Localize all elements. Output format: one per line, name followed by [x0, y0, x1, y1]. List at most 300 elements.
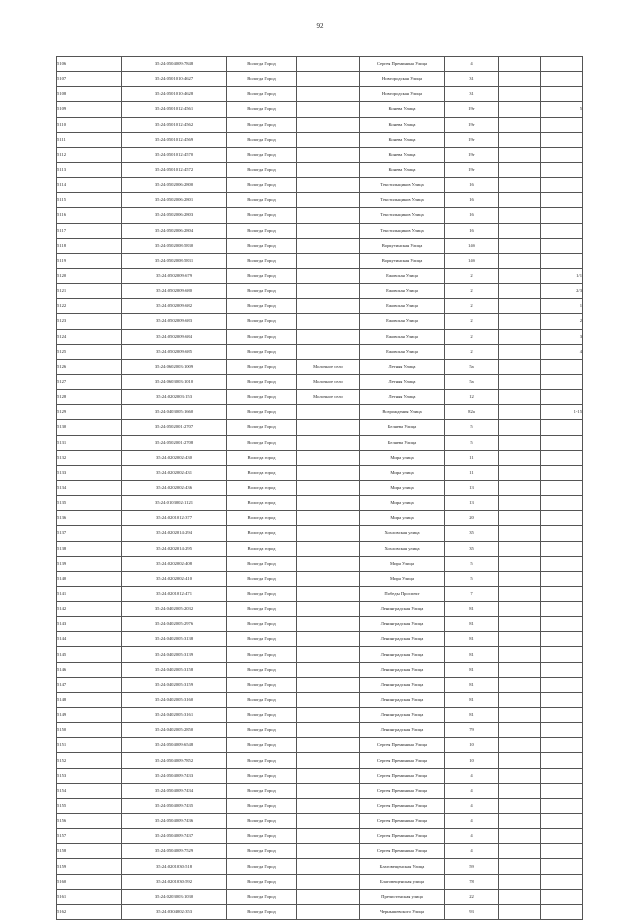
street-cell: Ежовская Улица [360, 329, 445, 344]
house-number-cell: 81 [445, 677, 499, 692]
house-number-cell: 93 [445, 904, 499, 919]
locality-cell [297, 147, 360, 162]
extra-2-cell [541, 753, 583, 768]
house-number-cell: 81 [445, 617, 499, 632]
extra-2-cell [541, 617, 583, 632]
extra-1-cell [499, 238, 541, 253]
row-number-cell: 5126 [57, 359, 122, 374]
extra-1-cell [499, 57, 541, 72]
city-cell: Вологда Город [227, 753, 297, 768]
row-number-cell: 5150 [57, 723, 122, 738]
city-cell: Вологда Город [227, 586, 297, 601]
street-cell: Ленинградская Улица [360, 677, 445, 692]
table-row [57, 617, 583, 632]
row-number-cell: 5147 [57, 677, 122, 692]
house-number-cell: 4 [445, 829, 499, 844]
table-row [57, 284, 583, 299]
row-number-cell: 5124 [57, 329, 122, 344]
row-number-cell: 5135 [57, 496, 122, 511]
table-row [57, 814, 583, 829]
row-number-cell: 5143 [57, 617, 122, 632]
cadastral-number-cell: 35:24:0402005:3138 [122, 632, 227, 647]
extra-2-cell [541, 723, 583, 738]
city-cell: Вологда город [227, 511, 297, 526]
extra-2-cell: 1/1 [541, 268, 583, 283]
house-number-cell: 78 [445, 874, 499, 889]
house-number-cell: 14б [445, 238, 499, 253]
extra-1-cell [499, 162, 541, 177]
row-number-cell: 5111 [57, 132, 122, 147]
street-cell: Ежовская Улица [360, 344, 445, 359]
city-cell: Вологда Город [227, 57, 297, 72]
row-number-cell: 5151 [57, 738, 122, 753]
row-number-cell: 5112 [57, 147, 122, 162]
extra-2-cell [541, 556, 583, 571]
cadastral-number-cell: 35:24:0504009:7433 [122, 768, 227, 783]
extra-1-cell [499, 677, 541, 692]
locality-cell [297, 556, 360, 571]
row-number-cell: 5129 [57, 405, 122, 420]
cadastral-number-cell: 35:24:0402005:2850 [122, 723, 227, 738]
street-cell: Пречистенская улица [360, 889, 445, 904]
cadastral-number-cell: 35:24:0504009:7852 [122, 753, 227, 768]
city-cell: Вологда Город [227, 602, 297, 617]
cadastral-number-cell: 35:24:0201030:518 [122, 859, 227, 874]
street-cell: Сергея Преминина Улица [360, 738, 445, 753]
extra-2-cell [541, 541, 583, 556]
extra-1-cell [499, 844, 541, 859]
locality-cell [297, 844, 360, 859]
cadastral-number-cell: 35:24:0502001:2707 [122, 420, 227, 435]
street-cell: Беляева Улица [360, 435, 445, 450]
locality-cell [297, 329, 360, 344]
locality-cell [297, 496, 360, 511]
cadastral-number-cell: 35:24:0502009:682 [122, 299, 227, 314]
city-cell: Вологда Город [227, 723, 297, 738]
table-row [57, 753, 583, 768]
extra-2-cell [541, 480, 583, 495]
city-cell: Вологда Город [227, 874, 297, 889]
table-row [57, 829, 583, 844]
extra-2-cell: 4 [541, 344, 583, 359]
cadastral-number-cell: 35:24:0502009:680 [122, 284, 227, 299]
street-cell: Ленинградская Улица [360, 662, 445, 677]
locality-cell [297, 738, 360, 753]
table-row [57, 208, 583, 223]
city-cell: Вологда Город [227, 435, 297, 450]
cadastral-number-cell: 35:24:0502009:684 [122, 329, 227, 344]
cadastral-number-cell: 35:24:0202014:295 [122, 541, 227, 556]
extra-1-cell [499, 496, 541, 511]
row-number-cell: 5120 [57, 268, 122, 283]
table-row [57, 223, 583, 238]
extra-2-cell [541, 662, 583, 677]
house-number-cell: 4 [445, 844, 499, 859]
table-row [57, 496, 583, 511]
city-cell: Вологда город [227, 526, 297, 541]
city-cell: Вологда Город [227, 692, 297, 707]
cadastral-number-cell: 35:24:0502008:5831 [122, 253, 227, 268]
street-cell: Хохловская улица [360, 541, 445, 556]
house-number-cell: 5 [445, 420, 499, 435]
cadastral-number-cell: 35:24:0502006:2803 [122, 208, 227, 223]
cadastral-number-cell: 35:24:0502006:2804 [122, 223, 227, 238]
table-row [57, 480, 583, 495]
row-number-cell: 5156 [57, 814, 122, 829]
extra-2-cell [541, 208, 583, 223]
row-number-cell: 5153 [57, 768, 122, 783]
extra-1-cell [499, 299, 541, 314]
row-number-cell: 5148 [57, 692, 122, 707]
cadastral-number-cell: 35:24:0402005:3159 [122, 677, 227, 692]
table-row [57, 571, 583, 586]
locality-cell [297, 889, 360, 904]
locality-cell [297, 72, 360, 87]
cadastral-number-cell: 35:24:0202002:431 [122, 465, 227, 480]
locality-cell [297, 238, 360, 253]
street-cell: Конева Улица [360, 117, 445, 132]
extra-2-cell [541, 147, 583, 162]
cadastral-number-cell: 35:24:0202003:153 [122, 390, 227, 405]
table-row [57, 193, 583, 208]
street-cell: Ежовская Улица [360, 268, 445, 283]
cadastral-number-cell: 35:24:0501012:4570 [122, 147, 227, 162]
table-row [57, 359, 583, 374]
locality-cell [297, 874, 360, 889]
row-number-cell: 5155 [57, 798, 122, 813]
row-number-cell: 5122 [57, 299, 122, 314]
city-cell: Вологда Город [227, 390, 297, 405]
street-cell: Сергея Преминина Улица [360, 783, 445, 798]
cadastral-number-cell: 35:24:0502006:2801 [122, 193, 227, 208]
locality-cell [297, 632, 360, 647]
table-row [57, 299, 583, 314]
extra-1-cell [499, 556, 541, 571]
table-row [57, 178, 583, 193]
house-number-cell: 19г [445, 162, 499, 177]
street-cell: Мира улица [360, 480, 445, 495]
house-number-cell: 2 [445, 284, 499, 299]
extra-1-cell [499, 132, 541, 147]
extra-1-cell [499, 390, 541, 405]
table-row [57, 57, 583, 72]
house-number-cell: 2 [445, 344, 499, 359]
cadastral-number-cell: 35:24:0501010:4627 [122, 72, 227, 87]
house-number-cell: 14б [445, 253, 499, 268]
city-cell: Вологда Город [227, 844, 297, 859]
street-cell: Ленинградская Улица [360, 617, 445, 632]
street-cell: Беляева Улица [360, 420, 445, 435]
table-row [57, 87, 583, 102]
locality-cell: Молочное село [297, 374, 360, 389]
extra-1-cell [499, 253, 541, 268]
cadastral-number-cell: 35:24:0202002:436 [122, 480, 227, 495]
table-row [57, 162, 583, 177]
extra-2-cell [541, 420, 583, 435]
cadastral-number-cell: 35:24:0304002:353 [122, 904, 227, 919]
locality-cell [297, 798, 360, 813]
table-row [57, 586, 583, 601]
city-cell: Вологда Город [227, 344, 297, 359]
row-number-cell: 5154 [57, 783, 122, 798]
registry-rows [57, 57, 583, 920]
table-row [57, 798, 583, 813]
city-cell: Вологда Город [227, 162, 297, 177]
extra-1-cell [499, 889, 541, 904]
row-number-cell: 5114 [57, 178, 122, 193]
cadastral-number-cell: 35:24:0403005:1660 [122, 405, 227, 420]
row-number-cell: 5140 [57, 571, 122, 586]
city-cell: Вологда Город [227, 284, 297, 299]
extra-1-cell [499, 465, 541, 480]
table-row [57, 768, 583, 783]
extra-1-cell [499, 783, 541, 798]
locality-cell [297, 814, 360, 829]
locality-cell [297, 102, 360, 117]
house-number-cell: 13 [445, 480, 499, 495]
city-cell: Вологда Город [227, 223, 297, 238]
locality-cell [297, 284, 360, 299]
street-cell: Ленинградская Улица [360, 602, 445, 617]
house-number-cell: 35 [445, 541, 499, 556]
extra-1-cell [499, 904, 541, 919]
locality-cell [297, 526, 360, 541]
locality-cell [297, 511, 360, 526]
extra-2-cell: 1-15 [541, 405, 583, 420]
page-number: 92 [316, 22, 324, 30]
extra-1-cell [499, 586, 541, 601]
extra-2-cell [541, 359, 583, 374]
locality-cell [297, 253, 360, 268]
extra-2-cell [541, 647, 583, 662]
city-cell: Вологда Город [227, 829, 297, 844]
table-row [57, 526, 583, 541]
table-row [57, 72, 583, 87]
locality-cell [297, 904, 360, 919]
locality-cell [297, 723, 360, 738]
extra-2-cell [541, 738, 583, 753]
extra-1-cell [499, 87, 541, 102]
city-cell: Вологда город [227, 465, 297, 480]
extra-1-cell [499, 72, 541, 87]
extra-1-cell [499, 268, 541, 283]
house-number-cell: 81 [445, 647, 499, 662]
extra-2-cell [541, 465, 583, 480]
house-number-cell: 5а [445, 359, 499, 374]
locality-cell [297, 480, 360, 495]
extra-2-cell [541, 768, 583, 783]
street-cell: Благовещенская Улица [360, 859, 445, 874]
table-row [57, 647, 583, 662]
street-cell: Мира улица [360, 511, 445, 526]
extra-2-cell: 2/3 [541, 284, 583, 299]
locality-cell [297, 223, 360, 238]
row-number-cell: 5145 [57, 647, 122, 662]
cadastral-number-cell: 35:24:0203003:1030 [122, 889, 227, 904]
street-cell: Мира улица [360, 465, 445, 480]
extra-1-cell [499, 117, 541, 132]
cadastral-number-cell: 35:24:0201012:377 [122, 511, 227, 526]
street-cell: Мира Улица [360, 556, 445, 571]
city-cell: Вологда Город [227, 814, 297, 829]
row-number-cell: 5139 [57, 556, 122, 571]
table-row [57, 390, 583, 405]
row-number-cell: 5116 [57, 208, 122, 223]
extra-1-cell [499, 768, 541, 783]
city-cell: Вологда Город [227, 87, 297, 102]
street-cell: Летняя Улица [360, 390, 445, 405]
street-cell: Ленинградская Улица [360, 723, 445, 738]
house-number-cell: 4 [445, 57, 499, 72]
extra-2-cell [541, 814, 583, 829]
cadastral-number-cell: 35:24:0402005:3158 [122, 662, 227, 677]
locality-cell [297, 299, 360, 314]
table-row [57, 465, 583, 480]
house-number-cell: 19г [445, 147, 499, 162]
city-cell: Вологда Город [227, 268, 297, 283]
house-number-cell: 5 [445, 571, 499, 586]
house-number-cell: 10 [445, 738, 499, 753]
extra-1-cell [499, 617, 541, 632]
city-cell: Вологда Город [227, 253, 297, 268]
extra-2-cell: 2 [541, 314, 583, 329]
street-cell: Возрождения Улица [360, 405, 445, 420]
house-number-cell: 12 [445, 390, 499, 405]
row-number-cell: 5138 [57, 541, 122, 556]
extra-2-cell [541, 602, 583, 617]
row-number-cell: 5133 [57, 465, 122, 480]
cadastral-number-cell: 35:24:0501010:4628 [122, 87, 227, 102]
extra-1-cell [499, 147, 541, 162]
table-row [57, 904, 583, 919]
locality-cell [297, 117, 360, 132]
house-number-cell: 35 [445, 526, 499, 541]
row-number-cell: 5136 [57, 511, 122, 526]
row-number-cell: 5157 [57, 829, 122, 844]
house-number-cell: 16 [445, 208, 499, 223]
street-cell: Сергея Преминина Улица [360, 768, 445, 783]
extra-1-cell [499, 223, 541, 238]
locality-cell [297, 647, 360, 662]
street-cell: Сергея Преминина Улица [360, 57, 445, 72]
house-number-cell: 79 [445, 723, 499, 738]
table-row [57, 889, 583, 904]
street-cell: Конева Улица [360, 147, 445, 162]
table-row [57, 450, 583, 465]
house-number-cell: 81 [445, 708, 499, 723]
extra-1-cell [499, 511, 541, 526]
cadastral-number-cell: 35:24:0201030:592 [122, 874, 227, 889]
locality-cell [297, 783, 360, 798]
extra-1-cell [499, 692, 541, 707]
city-cell: Вологда Город [227, 783, 297, 798]
row-number-cell: 5110 [57, 117, 122, 132]
row-number-cell: 5161 [57, 889, 122, 904]
extra-2-cell [541, 253, 583, 268]
extra-2-cell [541, 193, 583, 208]
street-cell: Ленинградская Улица [360, 647, 445, 662]
street-cell: Мира Улица [360, 571, 445, 586]
locality-cell [297, 420, 360, 435]
locality-cell [297, 57, 360, 72]
house-number-cell: 16 [445, 193, 499, 208]
locality-cell [297, 405, 360, 420]
house-number-cell: 2 [445, 314, 499, 329]
extra-1-cell [499, 450, 541, 465]
city-cell: Вологда Город [227, 889, 297, 904]
row-number-cell: 5125 [57, 344, 122, 359]
street-cell: Летняя Улица [360, 374, 445, 389]
extra-2-cell [541, 57, 583, 72]
house-number-cell: 4 [445, 783, 499, 798]
table-row [57, 632, 583, 647]
city-cell: Вологда город [227, 450, 297, 465]
row-number-cell: 5119 [57, 253, 122, 268]
extra-2-cell [541, 450, 583, 465]
extra-1-cell [499, 314, 541, 329]
extra-2-cell [541, 829, 583, 844]
street-cell: Победы Проспект [360, 586, 445, 601]
street-cell: Ежовская Улица [360, 314, 445, 329]
house-number-cell: 11 [445, 465, 499, 480]
table-row [57, 677, 583, 692]
row-number-cell: 5152 [57, 753, 122, 768]
city-cell: Вологда Город [227, 314, 297, 329]
city-cell: Вологда Город [227, 420, 297, 435]
street-cell: Ежовская Улица [360, 299, 445, 314]
extra-1-cell [499, 405, 541, 420]
table-row [57, 692, 583, 707]
extra-1-cell [499, 571, 541, 586]
street-cell: Конева Улица [360, 132, 445, 147]
extra-1-cell [499, 708, 541, 723]
house-number-cell: 7 [445, 586, 499, 601]
cadastral-number-cell: 35:24:0502001:2708 [122, 435, 227, 450]
city-cell: Вологда город [227, 496, 297, 511]
locality-cell [297, 344, 360, 359]
cadastral-number-cell: 35:24:0402005:3139 [122, 647, 227, 662]
house-number-cell: 19г [445, 102, 499, 117]
city-cell: Вологда Город [227, 798, 297, 813]
extra-2-cell [541, 526, 583, 541]
street-cell: Воркутинская Улица [360, 253, 445, 268]
street-cell: Конева Улица [360, 102, 445, 117]
extra-1-cell [499, 344, 541, 359]
cadastral-number-cell: 35:24:0504009:7529 [122, 844, 227, 859]
city-cell: Вологда Город [227, 768, 297, 783]
house-number-cell: 2 [445, 299, 499, 314]
extra-2-cell [541, 435, 583, 450]
extra-2-cell [541, 390, 583, 405]
house-number-cell: 81 [445, 692, 499, 707]
extra-2-cell [541, 496, 583, 511]
table-row [57, 435, 583, 450]
city-cell: Вологда Город [227, 208, 297, 223]
table-row [57, 253, 583, 268]
city-cell: Вологда Город [227, 193, 297, 208]
cadastral-number-cell: 35:24:0402005:3160 [122, 692, 227, 707]
table-row [57, 405, 583, 420]
city-cell: Вологда Город [227, 904, 297, 919]
street-cell: Воркутинская Улица [360, 238, 445, 253]
locality-cell [297, 768, 360, 783]
cadastral-number-cell: 35:24:0501012:4572 [122, 162, 227, 177]
cadastral-number-cell: 35:24:0504009:7434 [122, 783, 227, 798]
extra-2-cell [541, 708, 583, 723]
cadastral-number-cell: 35:24:0502008:5830 [122, 238, 227, 253]
table-row [57, 708, 583, 723]
extra-2-cell [541, 586, 583, 601]
